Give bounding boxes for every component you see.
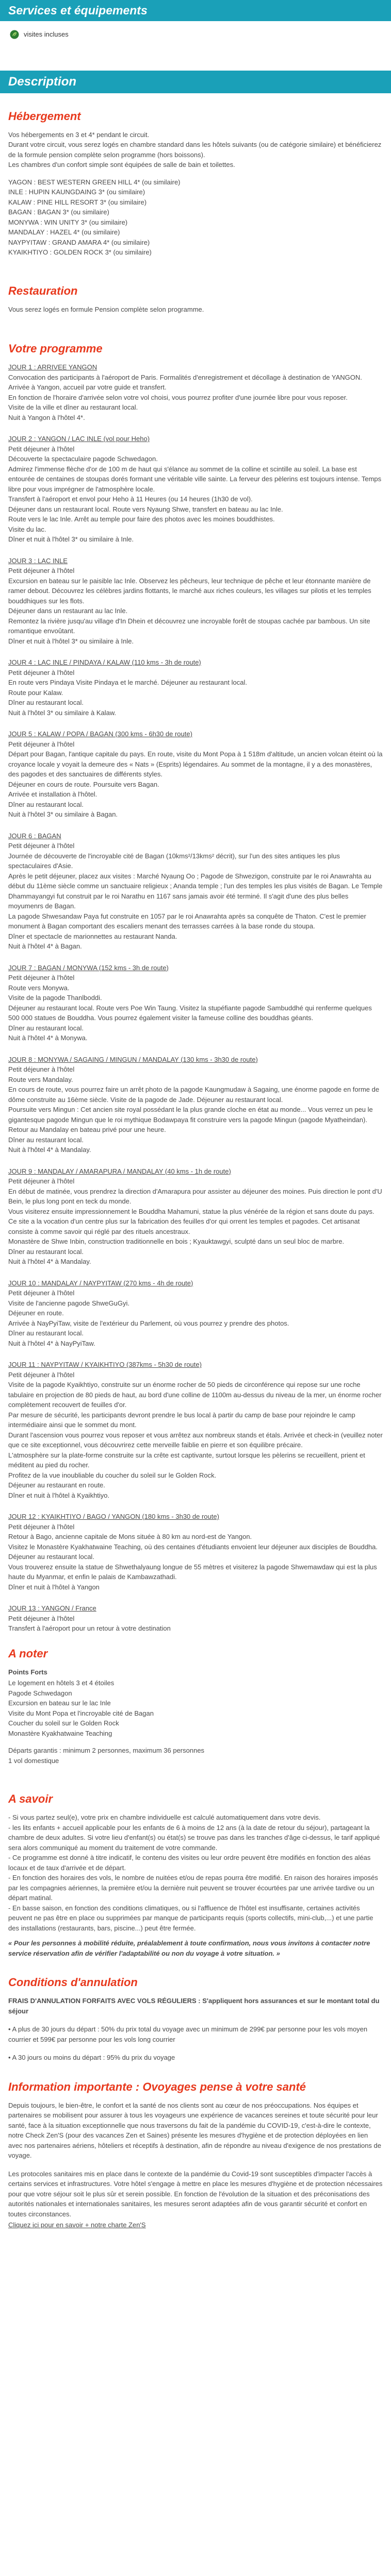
programme-day-line: Vous visiterez ensuite impressionnement le Bouddha Mahamuni, statue la plus vénérée de la région et sans doute du pays. Ce site a la vocation d'un centre plus sur la fabrication des feuilles d'or qui orrent les temples et pagodes. Cet artisanat consiste à comme savoir qui réglé par des rituels ancestraux.: [8, 1207, 374, 1235]
programme-day-line: Visite de la pagode Thanlboddi.: [8, 994, 102, 1002]
programme-day-line: Petit déjeuner à l'hôtel: [8, 567, 75, 574]
programme-day-line: Dîner au restaurant local.: [8, 699, 84, 706]
programme-day-line: Durant l'ascension vous pourrez vous reposer et vous arrêtez aux nombreux stands et étals. Arrivée et check-in (veuillez noter que ce site exceptionnel, vous découvrirez cette merveille faiblie en pierre et son équilibre précaire.: [8, 1431, 383, 1449]
programme-day-heading: JOUR 7 : BAGAN / MONYWA (152 kms - 3h de route): [8, 963, 169, 972]
programme-day-line: Remontez la rivière jusqu'au village d'In Dhein et découvrez une incroyable forêt de stoupas cachée par bambous. Un site romantique envoûtant.: [8, 617, 370, 635]
programme-day-line: Départ pour Bagan, l'antique capitale du pays. En route, visite du Mont Popa à 1 518m d'altitude, un ancien volcan éteint où la croyance locale y voyait la demeure des « Nats » (Esprits) légendaires. Au sommet de la montagne, il y a des monastères, des pagodes et des sanctuaires de différents styles.: [8, 750, 383, 778]
annulation-item: • A 30 jours ou moins du départ : 95% du prix du voyage: [8, 2054, 175, 2061]
departs-line: 1 vol domestique: [8, 1756, 59, 1765]
hotel-item: MONYWA : WIN UNITY 3* (ou similaire): [8, 218, 128, 226]
hotel-item: NAYPYITAW : GRAND AMARA 4* (ou similaire): [8, 238, 150, 246]
programme-day: [8, 831, 383, 952]
programme-day-line: Poursuite vers Mingun : Cet ancien site royal possédant le la plus grande cloche en état au monde... Vous verrez un peu le gigantesque pagode Mingun que le roi mythique Bodawpaya fit construire vers la pagode Mingun (pagode Myatheindan).: [8, 1106, 373, 1124]
annulation-title: Conditions d'annulation: [8, 1976, 138, 1989]
programme-day-line: Nuit à l'hôtel 4* à Bagan.: [8, 942, 82, 950]
service-item-label: visites incluses: [24, 30, 69, 38]
hebergement-intro-line: Vos hébergements en 3 et 4* pendant le circuit.: [8, 130, 150, 139]
programme-day-line: Excursion en bateau sur le paisible lac Inle. Observez les pêcheurs, leur technique de pêche et leur étonnante manière de ramer debout. Découvrez les célèbres jardins flottants, le marché aux riches couleurs, les villages sur pilotis et les temples bouddhiques sur les flots.: [8, 577, 371, 605]
programme-day-heading: JOUR 2 : YANGON / LAC INLE (vol pour Heho): [8, 435, 150, 443]
programme-day-line: Petit déjeuner à l'hôtel: [8, 842, 75, 850]
programme-day-line: Route pour Kalaw.: [8, 688, 63, 697]
hebergement-intro: [8, 130, 383, 170]
points-forts-list: [8, 1678, 383, 1738]
programme-day-line: Dîner au restaurant local.: [8, 1024, 84, 1032]
hebergement-title: Hébergement: [8, 109, 81, 123]
programme-day: [8, 1603, 383, 1634]
programme-day-line: Nuit à Yangon à l'hôtel 4*.: [8, 413, 85, 421]
hotel-item: YAGON : BEST WESTERN GREEN HILL 4* (ou similaire): [8, 178, 181, 186]
programme-day-line: En route vers Pindaya Visite Pindaya et le marché. Déjeuner au restaurant local.: [8, 679, 247, 686]
programme-day-line: Visite du lac.: [8, 525, 46, 533]
programme-day-line: Petit déjeuner à l'hôtel: [8, 1522, 75, 1531]
programme-day-line: Dîner et nuit à l'hôtel à Kyaikhtiyo.: [8, 1491, 110, 1499]
a-savoir-title: A savoir: [8, 1792, 53, 1805]
programme-day-line: Dîner et nuit à l'hôtel à Yangon: [8, 1583, 100, 1591]
programme-day-line: Nuit à l'hôtel 4* à Monywa.: [8, 1034, 88, 1042]
programme-day-line: Dîner et nuit à l'hôtel 3* ou similaire à Inle.: [8, 637, 134, 645]
hebergement-intro-line: Les chambres d'un confort simple sont équipées de salle de bain et toilettes.: [8, 161, 235, 168]
programme-day-line: Petit déjeuner à l'hôtel: [8, 974, 75, 981]
departs-line: Départs garantis : minimum 2 personnes, maximum 36 personnes: [8, 1747, 205, 1754]
points-forts-item: Pagode Schwedagon: [8, 1689, 72, 1697]
programme-day: [8, 362, 383, 422]
programme-day-line: L'atmosphère sur la plate-forme construite sur la crête est captivante, surtout lorsque les pèlerins se recueillent, prient et méditent au pied du rocher.: [8, 1451, 365, 1469]
programme-day-line: Déjeuner dans un restaurant au lac Inle.: [8, 607, 128, 615]
services-header: Services et équipements: [0, 0, 391, 21]
programme-day-heading: JOUR 11 : NAYPYITAW / KYAIKHTIYO (387kms - 5h30 de route): [8, 1361, 202, 1368]
programme-day: [8, 1512, 383, 1592]
programme-day: [8, 657, 383, 718]
programme-day: [8, 556, 383, 647]
programme-day-line: Découverte la spectaculaire pagode Schwedagon.: [8, 455, 158, 463]
programme-day-heading: JOUR 12 : KYAIKHTIYO / BAGO / YANGON (180 kms - 3h30 de route): [8, 1513, 219, 1520]
hotel-list: [8, 177, 383, 258]
programme-day-line: Petit déjeuner à l'hôtel: [8, 1065, 75, 1073]
points-forts-item: Visite du Mont Popa et l'incroyable cité de Bagan: [8, 1709, 154, 1717]
annulation-header: FRAIS D'ANNULATION FORFAITS AVEC VOLS RÉGULIERS : S'appliquent hors assurances et sur le montant total du séjour: [8, 1997, 380, 2015]
points-forts-item: Le logement en hôtels 3 et 4 étoiles: [8, 1679, 115, 1687]
programme-day: [8, 1166, 383, 1267]
programme-day-line: Dîner et nuit à l'hôtel 3* ou similaire à Inle.: [8, 535, 134, 543]
programme-day-heading: JOUR 3 : LAC INLE: [8, 556, 68, 565]
programme-day-line: Dîner au restaurant local.: [8, 1329, 84, 1337]
a-savoir-paragraph: - Si vous partez seul(e), votre prix en chambre individuelle est calculé automatiquement dans votre devis.: [8, 1814, 321, 1821]
programme-day: [8, 963, 383, 1043]
programme-day-line: Nuit à l'hôtel 3* ou similaire à Kalaw.: [8, 708, 117, 717]
programme-day-line: Route vers le lac Inle. Arrêt au temple pour faire des photos avec les moines bouddhistes.: [8, 515, 275, 523]
hotel-item: KYAIKHTIYO : GOLDEN ROCK 3* (ou similaire): [8, 248, 152, 256]
programme-day: [8, 729, 383, 820]
programme-day-line: Vous trouverez ensuite la statue de Shwethalyaung longue de 55 mètres et visiterez la pagode Shwemawdaw qui est la plus haute du Myanmar, et enfin le palais de Kambawzathadi.: [8, 1563, 377, 1581]
a-savoir-paragraph: - En basse saison, en fonction des conditions climatiques, ou si l'affluence de l'hôtel est insuffisante, certaines activités peuvent ne pas être en place ou supprimées par manque de participants requis (sports collectifs, mini-club,...) et une partie des installations (restaurants, bars, piscine...) peut être fermée.: [8, 1904, 373, 1932]
description-header: Description: [0, 71, 391, 93]
pmr-note: « Pour les personnes à mobilité réduite, préalablement à toute confirmation, nous vous invitons à contacter notre service réservation afin de vérifier l'adaptabilité ou non du voyage à votre situation. »: [8, 1939, 370, 1957]
programme-day-line: Profitez de la vue inoubliable du coucher du soleil sur le Golden Rock.: [8, 1471, 217, 1479]
services-list: [0, 21, 391, 71]
programme-day-heading: JOUR 6 : BAGAN: [8, 832, 61, 840]
points-forts-item: Excursion en bateau sur le lac Inle: [8, 1699, 111, 1707]
programme-day-heading: JOUR 4 : LAC INLE / PINDAYA / KALAW (110 kms - 3h de route): [8, 658, 201, 666]
programme-day-line: Dîner au restaurant local.: [8, 1136, 84, 1144]
programme-day-line: En début de matinée, vous prendrez la direction d'Amarapura pour assister au déjeuner des moines. Puis direction le pont d'U Bein, le plus long pont en teck du monde.: [8, 1187, 382, 1205]
programme-title: Votre programme: [8, 342, 103, 355]
programme-day-line: Nuit à l'hôtel 4* à Mandalay.: [8, 1258, 91, 1265]
programme-day-line: Transfert à l'aéroport pour un retour à votre destination: [8, 1624, 171, 1632]
points-forts-item: Coucher du soleil sur le Golden Rock: [8, 1719, 119, 1727]
programme-day-line: Journée de découverte de l'incroyable cité de Bagan (10kms²/13kms² décrit), sur l'un des sites antiques les plus spectaculaires d'Asie.: [8, 852, 340, 870]
programme-day: [8, 434, 383, 545]
programme-day-line: Admirez l'immense flèche d'or de 100 m de haut qui s'élance au sommet de la colline et scintille au soleil. La base est entourée de centaines de stoupas dorés formant une véritable ville sainte. La ferveur des pèlerins est toujours intense. Temps libre pour vous imprégner de l'atmosphère locale.: [8, 465, 382, 493]
a-noter-title: A noter: [8, 1647, 48, 1660]
programme-day-line: Déjeuner dans un restaurant local. Route vers Nyaung Shwe, transfert en bateau au lac Inle.: [8, 505, 283, 513]
programme-day-line: Dîner et spectacle de marionnettes au restaurant Nanda.: [8, 932, 177, 940]
restauration-text: Vous serez logés en formule Pension complète selon programme.: [8, 305, 204, 313]
programme-day-line: Dîner au restaurant local.: [8, 800, 84, 808]
hotel-item: MANDALAY : HAZEL 4* (ou similaire): [8, 228, 120, 236]
programme-day-line: Arrivée et installation à l'hôtel.: [8, 790, 97, 798]
info-sante-paragraph: Depuis toujours, le bien-être, le confort et la santé de nos clients sont au cœur de nos préoccupations. Nos équipes et partenaires se mobilisent pour assurer à tous les voyageurs une expérience de vacances sereines et toute sécurité pour leur santé, face à la situation exceptionnelle que nous traversons du fait de la pandémie du COVID-19, c'est-à-dire le contexte, notre Check Zen'S (pour des vacances Zen et Saines) présente les mesures d'hygiène et de protection déployées en lien avec nos partenaires aériens, hôteliers et réceptifs à destination, afin de répondre au niveau d'exigence de nos prestations de voyage.: [8, 2101, 381, 2159]
programme-day-line: Petit déjeuner à l'hôtel: [8, 1177, 75, 1185]
programme-day-line: Déjeuner en cours de route. Poursuite vers Bagan.: [8, 780, 159, 788]
programme-day: [8, 1055, 383, 1155]
programme-day-line: Transfert à l'aéroport et envol pour Heho à 11 Heures (ou 14 heures (1h30 de vol).: [8, 495, 253, 503]
programme-day-line: Nuit à l'hôtel 4* à Mandalay.: [8, 1146, 91, 1154]
departs-info: [8, 1745, 383, 1766]
programme-day-line: Déjeuner en route.: [8, 1309, 64, 1317]
programme-day-line: Visite de l'ancienne pagode ShweGuGyi.: [8, 1299, 129, 1307]
hotel-item: BAGAN : BAGAN 3* (ou similaire): [8, 208, 109, 216]
programme-day-line: Arrivée à Yangon, accueil par votre guide et transfert.: [8, 383, 167, 391]
programme-day-heading: JOUR 1 : ARRIVEE YANGON: [8, 363, 97, 371]
programme-day-line: Visite de la ville et dîner au restaurant local.: [8, 403, 138, 411]
programme-day-line: Déjeuner au restaurant en route.: [8, 1481, 105, 1489]
programme-day-line: En cours de route, vous pourrez faire un arrêt photo de la pagode Kaungmudaw à Sagaing, une énorme pagode en forme de dôme construite au 16ème siècle. Visite de la pagode de Jade. Déjeuner au restaurant local.: [8, 1086, 380, 1104]
programme-day-heading: JOUR 8 : MONYWA / SAGAING / MINGUN / MANDALAY (130 kms - 3h30 de route): [8, 1055, 258, 1063]
programme-day-line: En fonction de l'horaire d'arrivée selon votre vol choisi, vous pourrez profiter d'une journée libre pour vous reposer.: [8, 393, 348, 401]
points-forts-item: Monastère Kyakhatwaine Teaching: [8, 1729, 112, 1737]
programme-day-line: Par mesure de sécurité, les participants devront prendre le bus local à partir du camp de base pour rejoindre le camp intermédiaire ainsi que le sommet du mont.: [8, 1411, 355, 1429]
programme-day-line: Monastère de Shwe Inbin, construction traditionnelle en bois ; Kyauktawgyi, sculpté dans un seul bloc de marbre.: [8, 1238, 345, 1245]
a-savoir-paragraph: - Ce programme est donné à titre indicatif, le contenu des visites ou leur ordre peuvent être modifiés en fonction des aléas locaux et de taux d'arrivée et de départ.: [8, 1854, 371, 1872]
programme-day-line: Déjeuner au restaurant local. Route vers Poe Win Taung. Visitez la stupéfiante pagode Sambuddhé qui renferme quelques 500 000 statues de Bouddha. Vous pourrez également visiter la fameuse colline des bouddhas géants.: [8, 1004, 372, 1022]
programme-day-line: Visitez le Monastère Kyakhatwaine Teaching, où des centaines d'étudiants envoient leur déjeuner aux disciples de Bouddha.: [8, 1543, 378, 1551]
programme-day-heading: JOUR 5 : KALAW / POPA / BAGAN (300 kms - 6h30 de route): [8, 730, 192, 738]
programme-day-line: Arrivée à NayPyiTaw, visite de l'extérieur du Parlement, où vous pourrez y prendre des photos.: [8, 1319, 289, 1327]
info-sante-paragraph: Les protocoles sanitaires mis en place dans le contexte de la pandémie du Covid-19 sont susceptibles d'impacter l'accès à certains services et infrastructures. Votre hôtel s'engage à mettre en place les mesures d'hygiène et de protection nécessaires pour que votre séjour soit le plus sûr et serein possible. En fonction de l'évolution de la situation et des préconisations des autorités nationales et internationales sanitaires, les mesures seront adaptées afin de vous garantir sécurité et confort en toutes circonstances.: [8, 2170, 383, 2218]
programme-day-line: Petit déjeuner à l'hôtel: [8, 668, 75, 676]
hebergement-intro-line: Durant votre circuit, vous serez logés en chambre standard dans les hôtels suivants (ou de catégorie similaire) et bénéficierez de la formule pension complète selon programme (hors boissons).: [8, 141, 382, 159]
a-savoir-paragraph: - En fonction des horaires des vols, le nombre de nuitées et/ou de repas pourra être modifié. En raison des horaires imposés par les compagnies aériennes, la première et/ou la dernière nuit peuvent se trouver écourtées par une arrivée tardive ou un départ matinal.: [8, 1874, 378, 1902]
programme-day-line: Route vers Monywa.: [8, 984, 70, 992]
a-savoir-paragraph: - les lits enfants + accueil applicable pour les enfants de 6 à moins de 12 ans (à la date de retour du séjour), partageant la chambre de deux adultes. Si votre lieu d'enfant(s) ou état(s) se trouve pas dans les tranches d'âge ci-dessus, le tarif appliqué sera alors communiqué au moment du traitement de votre commande.: [8, 1823, 380, 1852]
programme-day-line: Nuit à l'hôtel 3* ou similaire à Bagan.: [8, 810, 118, 818]
programme-day-line: Petit déjeuner à l'hôtel: [8, 740, 75, 748]
programme-day-line: Route vers Mandalay.: [8, 1075, 73, 1083]
points-forts-title: Points Forts: [8, 1668, 47, 1676]
programme-day-line: Nuit à l'hôtel 4* à NayPyiTaw.: [8, 1339, 95, 1347]
hotel-item: KALAW : PINE HILL RESORT 3* (ou similaire): [8, 198, 147, 206]
programme-day: [8, 1360, 383, 1500]
programme-day-heading: JOUR 10 : MANDALAY / NAYPYITAW (270 kms - 4h de route): [8, 1279, 193, 1287]
info-sante-title: Information importante : Ovoyages pense à votre santé: [8, 2080, 306, 2093]
programme-day-line: Retour à Bago, ancienne capitale de Mons située à 80 km au nord-est de Yangon.: [8, 1533, 252, 1540]
programme-day-line: Convocation des participants à l'aéroport de Paris. Formalités d'enregistrement et décollage à destination de YANGON.: [8, 373, 362, 381]
programme-day-line: Après le petit déjeuner, placez aux visites : Marché Nyaung Oo ; Pagode de Shwezigon, construite par le roi Anawrahta au début du 11ème siècle comme un sanctuaire religieux ; Ananda temple ; l'un des temples les plus visités de Bagan. Le Temple Dhammayangyi fut construit par le roi Narathu en 1167 sans jamais avoir été terminé. Il s'agit d'une des plus belles moyumenrs de Bagan.: [8, 872, 383, 910]
programme-day-line: La pagode Shwesandaw Paya fut construite en 1057 par le roi Anawrahta après sa conquête de Thaton. C'est le premier monument à Bagan comportant des escaliers menant des terrasses carrées à la base ronde du stoupa.: [8, 912, 366, 930]
restauration-title: Restauration: [8, 284, 78, 297]
programme-day-heading: JOUR 9 : MANDALAY / AMARAPURA / MANDALAY (40 kms - 1h de route): [8, 1167, 231, 1175]
programme-day-line: Déjeuner au restaurant local.: [8, 1553, 94, 1561]
programme-day-line: Petit déjeuner à l'hôtel: [8, 445, 75, 453]
programme-days: [8, 362, 383, 1634]
programme-day-heading: JOUR 13 : YANGON / France: [8, 1604, 96, 1612]
description-content: [0, 93, 391, 2247]
programme-day: [8, 1278, 383, 1349]
programme-day-line: Petit déjeuner à l'hôtel: [8, 1370, 75, 1379]
a-savoir-list: [8, 1812, 383, 1933]
programme-day-line: Petit déjeuner à l'hôtel: [8, 1614, 75, 1622]
annulation-item: • A plus de 30 jours du départ : 50% du prix total du voyage avec un minimum de 299€ par personne pour les vols moyen courrier et 599€ par personne pour les vols long courrier: [8, 2025, 368, 2043]
leaf-icon: [9, 29, 20, 40]
programme-day-line: Dîner au restaurant local.: [8, 1247, 84, 1256]
hotel-item: INLE : HUPIN KAUNGDAING 3* (ou similaire): [8, 188, 145, 196]
programme-day-line: Retour au Mandalay en bateau privé pour une heure.: [8, 1126, 166, 1133]
charte-zens-link[interactable]: Cliquez ici pour en savoir + notre charte Zen'S: [8, 2221, 146, 2229]
programme-day-line: Visite de la pagode Kyaikhtiyo, construite sur un énorme rocher de 50 pieds de circonférence qui repose sur une roche tabulaire en projection de 80 pieds de haut, au bord d'une colline de 1100m au-dessus du niveau de la mer, un énorme rocher complètement recouvert de feuilles d'or.: [8, 1381, 382, 1409]
programme-day-line: Petit déjeuner à l'hôtel: [8, 1289, 75, 1297]
